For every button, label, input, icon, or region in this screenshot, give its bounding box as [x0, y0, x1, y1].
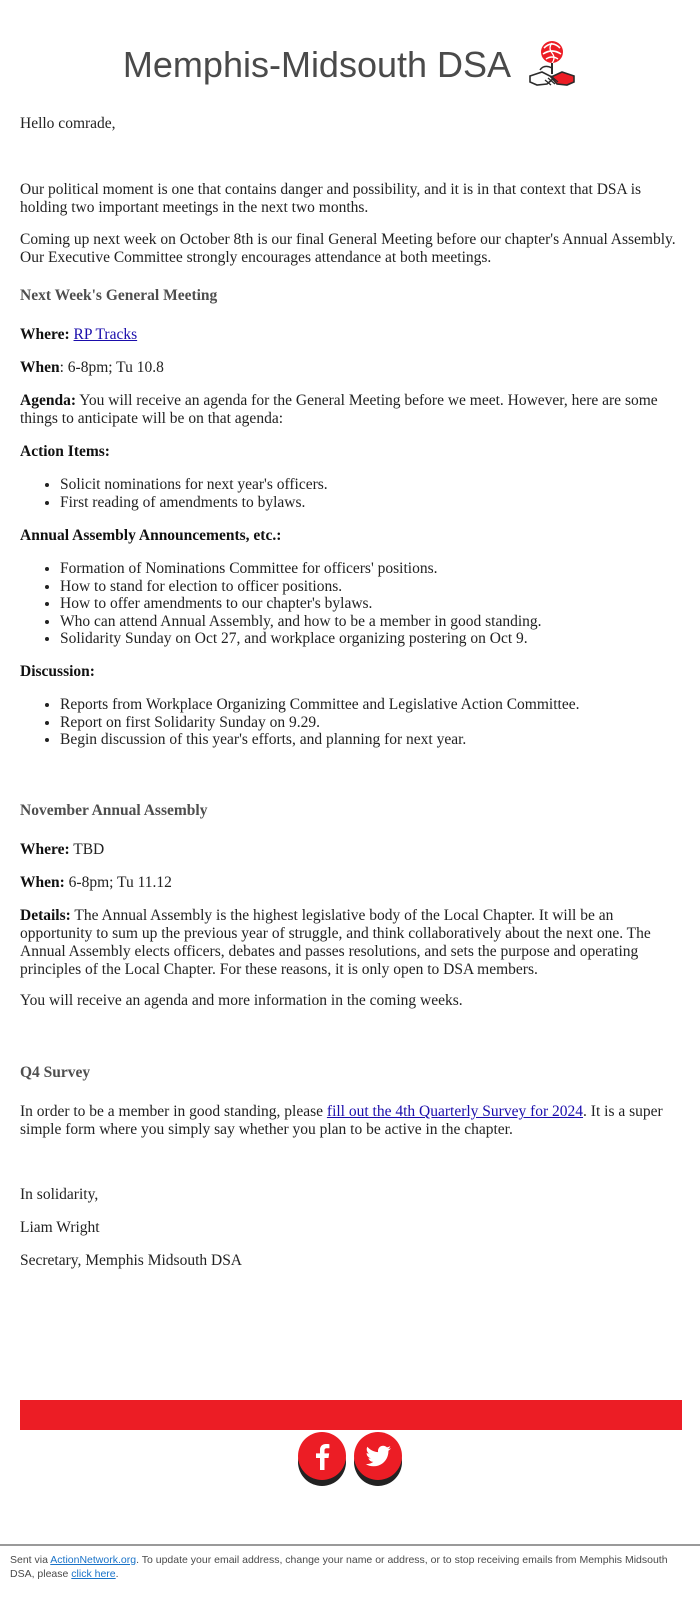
rp-tracks-link[interactable]: RP Tracks — [73, 326, 138, 343]
gm-where-label: Where: — [20, 326, 70, 343]
announcements-list — [20, 560, 700, 648]
intro-paragraph-1: Our political moment is one that contains danger and possibility, and it is in that context that DSA is holding two important meetings in the next two months. — [20, 181, 642, 216]
gm-agenda-text: You will receive an agenda for the General Meeting before we meet. However, here are some things to anticipate will be on that agenda: — [20, 392, 658, 427]
action-items-heading: Action Items: — [20, 443, 110, 460]
action-items-list — [20, 476, 700, 511]
facebook-icon — [306, 1440, 338, 1472]
list-item: • Formation of Nominations Committee for officers' positions. — [60, 560, 700, 578]
aa-where — [20, 841, 682, 859]
social-links — [0, 1432, 700, 1482]
signoff-closing: In solidarity, — [20, 1186, 99, 1203]
actionnetwork-link[interactable]: ActionNetwork.org — [50, 1554, 137, 1566]
list-item: • How to offer amendments to our chapter's bylaws. — [60, 595, 700, 613]
announcements-heading: Annual Assembly Announcements, etc.: — [20, 527, 282, 544]
aa-when — [20, 874, 682, 892]
list-item: • Report on first Solidarity Sunday on 9.29. — [60, 714, 700, 732]
discussion-list — [20, 696, 700, 749]
aa-details-text: The Annual Assembly is the highest legislative body of the Local Chapter. It will be an opportunity to sum up the previous year of struggle, and think collaboratively about the next one. The Annual Assembly elects officers, debates and passes resolutions, and sets the purpose and operating principles of the Local Chapter. For these reasons, it is only open to DSA members. — [20, 907, 651, 978]
discussion-heading: Discussion: — [20, 663, 95, 680]
signoff-title: Secretary, Memphis Midsouth DSA — [20, 1252, 243, 1269]
unsubscribe-link[interactable]: click here — [71, 1568, 116, 1580]
aa-where-label: Where: — [20, 841, 70, 858]
rose-handshake-icon — [527, 38, 577, 92]
gm-where — [20, 326, 682, 344]
annual-assembly-heading: November Annual Assembly — [20, 802, 208, 819]
list-item: • Solicit nominations for next year's officers. — [60, 476, 700, 494]
list-item: • First reading of amendments to bylaws. — [60, 494, 700, 512]
greeting: Hello comrade, — [20, 115, 116, 132]
list-item: • Solidarity Sunday on Oct 27, and workplace organizing postering on Oct 9. — [60, 630, 700, 648]
brand — [0, 38, 700, 92]
facebook-button[interactable] — [298, 1432, 346, 1480]
survey-heading: Q4 Survey — [20, 1064, 91, 1081]
legal-footer: Sent via ActionNetwork.org. To update your email address, change your name or address, or to stop receiving emails from Memphis Midsouth DSA, please click here. — [10, 1554, 668, 1580]
gm-when — [20, 359, 682, 377]
brand-title: Memphis-Midsouth DSA — [122, 44, 512, 85]
survey-link[interactable]: fill out the 4th Quarterly Survey for 2024 — [326, 1103, 584, 1120]
list-item: • Who can attend Annual Assembly, and how to be a member in good standing. — [60, 613, 700, 631]
aa-details-label: Details: — [20, 907, 71, 924]
list-item: • Reports from Workplace Organizing Committee and Legislative Action Committee. — [60, 696, 700, 714]
gm-agenda-label: Agenda: — [20, 392, 76, 409]
email-header — [0, 0, 700, 98]
footer-red-bar — [20, 1400, 682, 1430]
aa-details — [20, 907, 682, 979]
intro-paragraph-2: Coming up next week on October 8th is our final General Meeting before our chapter's Annual Assembly. Our Executive Committee strongly encourages attendance at both meetings. — [20, 231, 676, 266]
twitter-icon — [362, 1440, 394, 1472]
gm-agenda — [20, 392, 682, 428]
aa-when-label: When: — [20, 874, 65, 891]
gm-when-label: When — [20, 359, 60, 376]
footer-divider — [0, 1544, 700, 1546]
list-item: • Begin discussion of this year's efforts, and planning for next year. — [60, 731, 700, 749]
aa-when-value: 6-8pm; Tu 11.12 — [64, 874, 172, 891]
signoff-name: Liam Wright — [20, 1219, 100, 1236]
aa-where-value: TBD — [69, 841, 105, 858]
twitter-button[interactable] — [354, 1432, 402, 1480]
list-item: • How to stand for election to officer positions. — [60, 578, 700, 596]
survey-paragraph: In order to be a member in good standing, please fill out the 4th Quarterly Survey for 2024. It is a super simple form where you simply say whether you plan to be active in the chapter. — [20, 1103, 663, 1138]
aa-agenda-note: You will receive an agenda and more information in the coming weeks. — [20, 992, 463, 1009]
general-meeting-heading: Next Week's General Meeting — [20, 287, 218, 304]
gm-when-value: : 6-8pm; Tu 10.8 — [59, 359, 164, 376]
